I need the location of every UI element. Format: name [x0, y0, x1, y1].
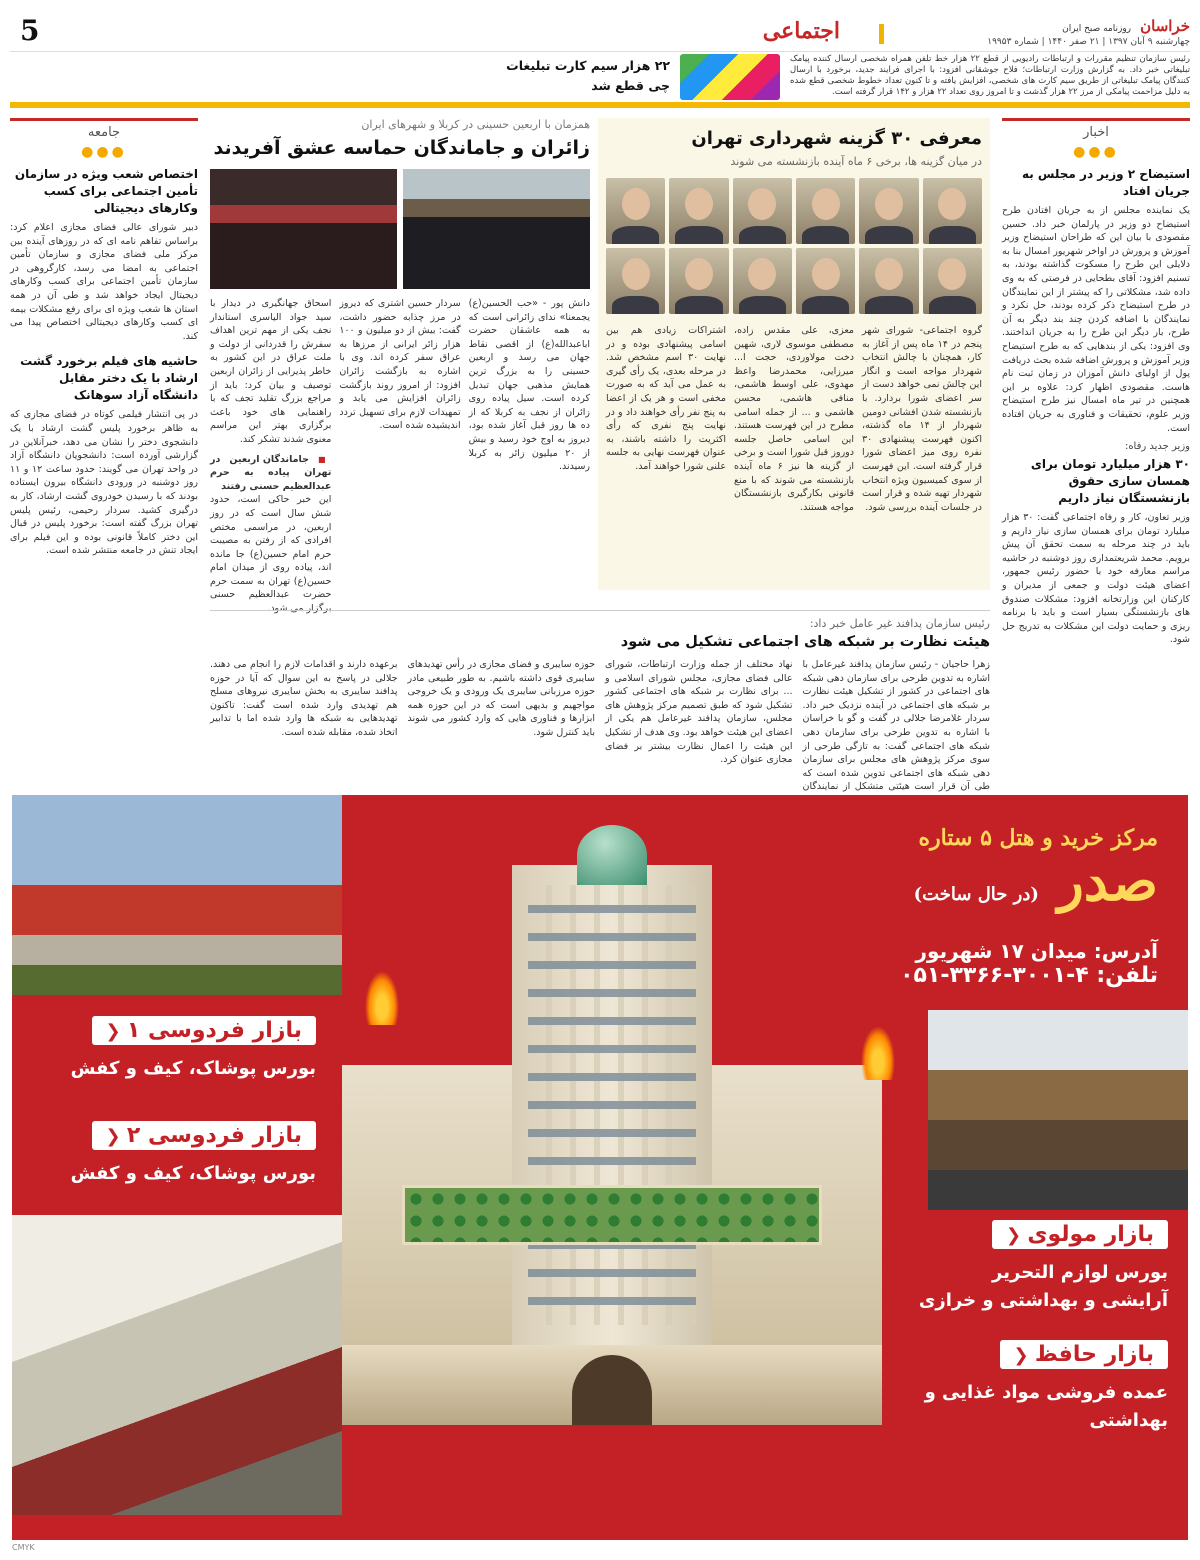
candidate-photo	[606, 248, 665, 314]
article-photos	[210, 169, 590, 289]
column-header: اخبار	[1002, 118, 1190, 140]
article-headline[interactable]: زائران و جاماندگان حماسه عشق آفریدند	[213, 137, 590, 159]
news-briefs-column	[1002, 118, 1190, 647]
hotel-tower	[512, 865, 712, 1345]
bazaar-description-line: بورس لوازم التحریر	[992, 1262, 1168, 1283]
newspaper-logo-block	[980, 16, 1190, 47]
ad-brand	[858, 851, 1158, 925]
ferdowsi1-label	[32, 1010, 322, 1089]
article-body: نهاد مختلف از جمله وزارت ارتباطات، شورای عالی فضای مجازی، مجلس شورای اسلامی و ... برای نظارت بر شبکه های اجتماعی کشور تشکیل شود که طبق تصمیم مرکز پژوهش های مجلس، سازمان پدافند غیرعامل هم یکی از اعضای این هیئت خواهد بود. وی هدف از تشکیل این هیئت را اعمال نظارت بیشتر بر فضای مجازی عنوان کرد.	[605, 659, 793, 766]
brief-body: یک نماینده مجلس از به جریان افتادن طرح استیضاح دو وزیر در پارلمان خبر داد. حسین مقصودی با بیان این که طراحان استیضاح وزیر آموزش و پرورش در اواخر شهریور امسال بنا به دلایلی این طرح را مسکوت گذاشته بودند، به تسنیم افزود: آقای بطحایی در فرصتی که به وی داده شد، مشکلاتی را که پیشتر از این نمایندگان در طرح استیضاح ذکر کرده بودند، حل نکرد و نمایندگان با اضافه کردن چند بند دیگر به آن طرح، بار دیگر این طرح را به جریان انداختند. وی افزود: یکی از بندهایی که به طرح استیضاح وزیر آموزش و پرورش اضافه شده بحث دریافت پول از اولیای دانش آموزان در زمان ثبت نام هاست. مقصودی اظهار کرد: علاوه بر این همچنین در تیر ماه امسال نیز طرح استیضاح وزیر علوم، تحقیقات و فناوری به جریان افتاده است.	[1002, 205, 1190, 434]
ad-phone[interactable]: تلفن: ۴-۳۰۰۱-۳۳۶۶-۰۵۱	[900, 963, 1158, 988]
article-body: معزی، علی مقدس زاده، مصطفی موسوی لاری، شهین دخت مولاوردی، حجت ا... میرزایی، محمدرضا واعظ مهدوی، علی اوسط هاشمی، منافی هاشمی، محسن هاشمی و ... از جمله اسامی مطرح در این فهرست هستند. این اسامی حاصل جلسه دوروز قبل شورا است و برخی از گزینه ها نیز ۶ ماه آینده بازنشسته می شوند که با منع قانونی بکارگیری بازنشستگان مواجه هستند.	[734, 325, 854, 513]
candidate-photo	[923, 178, 982, 244]
ferdowsi1-building-photo	[12, 795, 342, 995]
teaser-body: رئیس سازمان تنظیم مقررات و ارتباطات رادیویی از قطع ۲۲ هزار خط تلفن همراه شخصی ارسال کننده پیامک تبلیغاتی خبر داد. به گزارش وزارت ارتباطات؛ فلاح جوشقانی افزود: با اجرای فرایند جدید، برخورد با ارسال کنندگان پیامک تبلیغاتی از طریق سیم کارت های شخصی، افزایش یافته و تا کنون تعداد خطوط شخصی قطع شده به دلیل مزاحمت پیامکی از مرز ۲۲ هزار گذشت و تا امروز روی تعداد ۲۲ هزار و ۱۴۲ قرار گرفته است.	[790, 54, 1190, 97]
candidate-photo	[669, 248, 728, 314]
teaser-headline[interactable]: ۲۲ هزار سیم کارت تبلیغات چی قطع شد	[506, 58, 670, 93]
article-body: حوزه سایبری و فضای مجازی در رأس تهدیدهای سایبری قوی داشته باشیم. به طور طبیعی مادر حوزه مرزبانی سایبری یک ورودی و یک خروجی مواجهیم و بدیهی است که در این حوزه همه ابزارها و فناوری هایی که وارد کشور می شوند باید کنترل شود.	[407, 659, 595, 738]
section-title: اجتماعی	[762, 18, 840, 44]
bullet-square-icon: ■	[318, 454, 332, 464]
brand-note: (در حال ساخت)	[913, 884, 1039, 905]
article-kicker: همزمان با اربعین حسینی در کربلا و شهرهای ایران	[361, 118, 590, 131]
flame-logo-icon	[362, 965, 402, 1025]
page-number: 5	[20, 14, 40, 47]
section-divider	[879, 24, 884, 44]
ferdowsi2-label	[32, 1115, 322, 1194]
candidate-portraits	[606, 178, 982, 314]
sadr-hotel-rendering	[342, 825, 882, 1425]
pilgrims-crowd-photo[interactable]	[403, 169, 590, 289]
print-color-code: CMYK	[12, 1543, 35, 1552]
article-body: برعهده دارند و اقدامات لازم را انجام می دهند. جلالی در پاسخ به این سوال که آیا در حوزه پدافند سایبری به بخش سایبری نیروهای مسلح هم تهدیدی وارد شده است گفت: تاکنون تهدیدهایی به شبکه ها وارد شده اما با تدابیر اتخاذ شده، مقابله شده است.	[210, 659, 398, 738]
ferdowsi2-building-photo	[12, 1215, 342, 1515]
article-body: زهرا حاجیان - رئیس سازمان پدافند غیرعامل با اشاره به تدوین طرحی برای سازمان دهی شبکه های اجتماعی در کشور از تشکیل هیئت نظارت بر شبکه های اجتماعی در آینده نزدیک خبر داد. سردار غلامرضا جلالی در گفت و گو با خراسان با اشاره به تدوین طرحی برای سازمان دهی شبکه های اجتماعی گفت: به تازگی طرحی از سوی مرکز پژوهش های مجلس برای سازمان دهی شبکه های اجتماعی تدوین شده است که طی آن قرار است هیئتی متشکل از نمایندگان	[802, 659, 990, 793]
dots-ornament: ●●●	[81, 144, 127, 160]
candidate-photo	[733, 178, 792, 244]
article-body-block	[210, 297, 331, 616]
article-kicker: رئیس سازمان پدافند غیر عامل خبر داد:	[809, 617, 990, 630]
tehran-mayor-article	[598, 118, 990, 590]
top-teaser	[10, 52, 1190, 102]
article-subtitle: در میان گزینه ها، برخی ۶ ماه آینده بازنشسته می شوند	[730, 155, 982, 168]
article-columns	[210, 297, 590, 616]
candidate-photo	[859, 178, 918, 244]
brief-body: دبیر شورای عالی فضای مجازی اعلام کرد: براساس تفاهم نامه ای که در روزهای آینده بین مرکز ملی فضای مجازی و سازمان تأمین اجتماعی به امضا می رسد، کارگروهی در سازمان تأمین اجتماعی برای کسب وکارهای دیجیتال ایجاد خواهد شد و طی آن در همه استان ها شعب ویژه ای برای رفع مشکلات بیمه ای کسب وکارهای دیجیتالی اختصاص پیدا می کند.	[10, 222, 198, 342]
sadr-mall-advertisement[interactable]	[12, 795, 1188, 1540]
masthead	[10, 12, 1190, 52]
candidate-photo	[669, 178, 728, 244]
article-subheading	[210, 453, 331, 494]
article-columns	[606, 324, 982, 514]
bazaar-description	[908, 1259, 1168, 1315]
bazaar-name: بازار فردوسی ۱ ❮	[92, 1016, 316, 1045]
article-body: سردار حسین اشتری که دیروز در مرز چذابه حضور داشت، گفت: بیش از دو میلیون و ۱۰۰ هزار زائر ایرانی از مرزها به عراق سفر کرده اند. وی با اشاره به بازگشت زائران افزود: از امروز روند بازگشت زائران افزایش می یابد و تمهیدات لازم برای تسهیل تردد اندیشیده شده است.	[339, 298, 461, 432]
candidate-photo	[733, 248, 792, 314]
brief-body: وزیر تعاون، کار و رفاه اجتماعی گفت: ۳۰ هزار میلیارد تومان برای همسان سازی نیاز داریم و باید در چند مرحله به سمت تحقق آن پیش برویم. محمد شریعتمداری روز دوشنبه در حاشیه مراسم معارفه خود با حضور رئیس جمهور، اعضای هیئت دولت و جمعی از مدیران و کارکنان این وزارتخانه افزود: مشکلات صندوق های بازنشستگی بسیار است و باید با برنامه ریزی و حمایت دولت این مشکلات به تدریج حل شود.	[1002, 512, 1191, 646]
brand-name: صدر	[1057, 849, 1158, 913]
molavi-bazaar-photo	[928, 1010, 1188, 1210]
candidate-photo	[859, 248, 918, 314]
article-columns	[210, 658, 990, 808]
brief-body: در پی انتشار فیلمی کوتاه در فضای مجازی که به ظاهر برخورد پلیس گشت ارشاد با یک دانشجوی دختر را نشان می دهد، خبرآنلاین در گزارشی آورده است: دانشجویان دانشگاه آزاد در واحد تهران می گویند: حدود ساعت ۱۲ و ۱۱ روز دوشنبه در ورودی دانشگاه بیرون ایستاده بودند که با رسیدن خودروی گشت ارشاد، کار به درگیری کشید. سردار رحیمی، رئیس پلیس تهران بزرگ گفته است: برخورد پلیس در قبال این دختر کاملاً قانونی بوده و این فیلم برای ایجاد تنش در جامعه منتشر شده است.	[10, 409, 198, 557]
sim-cards-image	[680, 54, 780, 100]
brief-headline[interactable]: اختصاص شعب ویژه در سازمان تأمین اجتماعی برای کسب وکارهای دیجیتالی	[14, 167, 198, 215]
karbala-shrine-photo[interactable]	[210, 169, 397, 289]
bazaar-name: بازار حافظ ❮	[1000, 1340, 1169, 1369]
society-column	[10, 118, 198, 558]
candidate-photo	[606, 178, 665, 244]
header-rule	[10, 102, 1190, 108]
brief-headline[interactable]: حاشیه های فیلم برخورد گشت ارشاد با یک دختر مقابل دانشگاه آزاد سوهانک	[20, 354, 198, 403]
brief-headline[interactable]: استیضاح ۲ وزیر در مجلس به جریان افتاد	[1021, 167, 1190, 198]
bazaar-name: بازار مولوی ❮	[992, 1220, 1168, 1249]
flame-logo-icon	[858, 1020, 898, 1080]
issue-date: چهارشنبه ۹ آبان ۱۳۹۷ | ۲۱ صفر ۱۴۴۰ | شماره ۱۹۹۵۳	[987, 37, 1190, 47]
candidate-photo	[796, 248, 855, 314]
candidate-photo	[796, 178, 855, 244]
bazaar-description: بورس پوشاک، کیف و کفش	[70, 1163, 316, 1184]
brief-headline[interactable]: ۳۰ هزار میلیارد تومان برای همسان سازی حقوق بازنشستگان نیاز داریم	[1030, 457, 1190, 506]
brief-kicker: وزیر جدید رفاه:	[1124, 441, 1190, 453]
ad-headline-block	[858, 825, 1158, 988]
ad-headline: مرکز خرید و هتل ۵ ستاره	[918, 825, 1158, 851]
bazaar-description-line: آرایشی و بهداشتی و خرازی	[918, 1290, 1168, 1311]
rooftop-garden	[402, 1185, 822, 1245]
article-headline[interactable]: معرفی ۳۰ گزینه شهرداری تهران	[691, 128, 982, 149]
article-body: گروه اجتماعی- شورای شهر پنجم در ۱۴ ماه پس از آغاز به کار، همچنان با چالش انتخاب شهردار مواجه است و انگار این چالش نمی خواهد دست از سر اعضای شورا بردارد. با بازنشسته شدن افشانی دومین شهردار از ۱۴ ماه گذشته، اکنون فهرست پیشنهادی ۳۰ نفره روی میز اعضای شورا قرار گرفته است. این فهرست از سوی کمیسیون ویژه انتخاب شهردار تهیه شده و قرار است در جلسات آینده بررسی شود.	[862, 325, 983, 513]
article-body: دانش پور - «حب الحسین(ع) یجمعنا» ندای زائرانی است که به همه عاشقان حضرت اباعبدالله(ع) از اقصی نقاط جهان می رسد و اربعین حسینی را به بزرگ ترین همایش مذهبی جهان تبدیل کرده است. سیل پیاده روی زائران از نجف به کربلا که از ده ها روز قبل آغاز شده بود، دیروز به اوج خود رسید و بیش از ۲۰ میلیون زائر به کربلا رسیدند.	[468, 298, 591, 473]
newspaper-logo[interactable]: خراسان	[1140, 17, 1190, 35]
bazaar-name: بازار فردوسی ۲ ❮	[92, 1121, 316, 1150]
subheading-text: جاماندگان اربعین در تهران پیاده به حرم عبدالعظیم حسنی رفتند	[210, 453, 332, 492]
newspaper-tagline: روزنامه صبح ایران	[1062, 24, 1132, 34]
article-headline[interactable]: هیئت نظارت بر شبکه های اجتماعی تشکیل می شود	[620, 634, 990, 650]
article-body: اسحاق جهانگیری در دیدار با سید جواد الیاسری استاندار نجف یکی از مهم ترین اهداف سفرش را قدردانی از دولت و ملت عراق در این کشور به خاطر پذیرایی از زائران اربعین توصیف و بیان کرد: باید از مراجع بزرگ تقلید تجف که با راهنمایی های خود باعث برگزاری بهتر این مراسم معنوی شدند تشکر کند.	[210, 298, 332, 445]
column-header: جامعه	[10, 118, 198, 140]
mall-entrance	[342, 1345, 882, 1425]
arbaeen-article	[210, 118, 591, 615]
hafez-label	[868, 1340, 1168, 1435]
dots-ornament: ●●●	[1073, 144, 1119, 160]
bazaar-description: عمده فروشی مواد غذایی و بهداشتی	[924, 1382, 1168, 1431]
ad-address: آدرس: میدان ۱۷ شهریور	[915, 939, 1158, 963]
green-dome	[577, 825, 647, 885]
article-body: این خبر حاکی است، حدود شش سال است که در روز اربعین، در مراسمی مختص افرادی که از رفتن به مصیبت حرم امام حسین(ع) جا مانده اند، پیاده روی از میدان امام حسین(ع) تهران به سمت حرم حضرت عبدالعظیم حسنی برگزار می شود.	[210, 494, 332, 615]
bazaar-description: بورس پوشاک، کیف و کفش	[70, 1058, 316, 1079]
molavi-label	[908, 1220, 1168, 1315]
article-body: اشتراکات زیادی هم بین اسامی پیشنهادی بوده و در نهایت ۳۰ اسم مشخص شد. در مرحله بعدی، یک رأی گیری به عمل می آید که به صورت مخفی است و هر یک از اعضا به پنج نفر رأی خواهند داد و در نهایت پنج نفری که رأی اکثریت را داشته باشند، به عنوان فهرست نهایی به جلسه علنی شورا خواهند آمد.	[606, 325, 726, 472]
candidate-photo	[923, 248, 982, 314]
social-network-oversight-article	[210, 610, 990, 793]
